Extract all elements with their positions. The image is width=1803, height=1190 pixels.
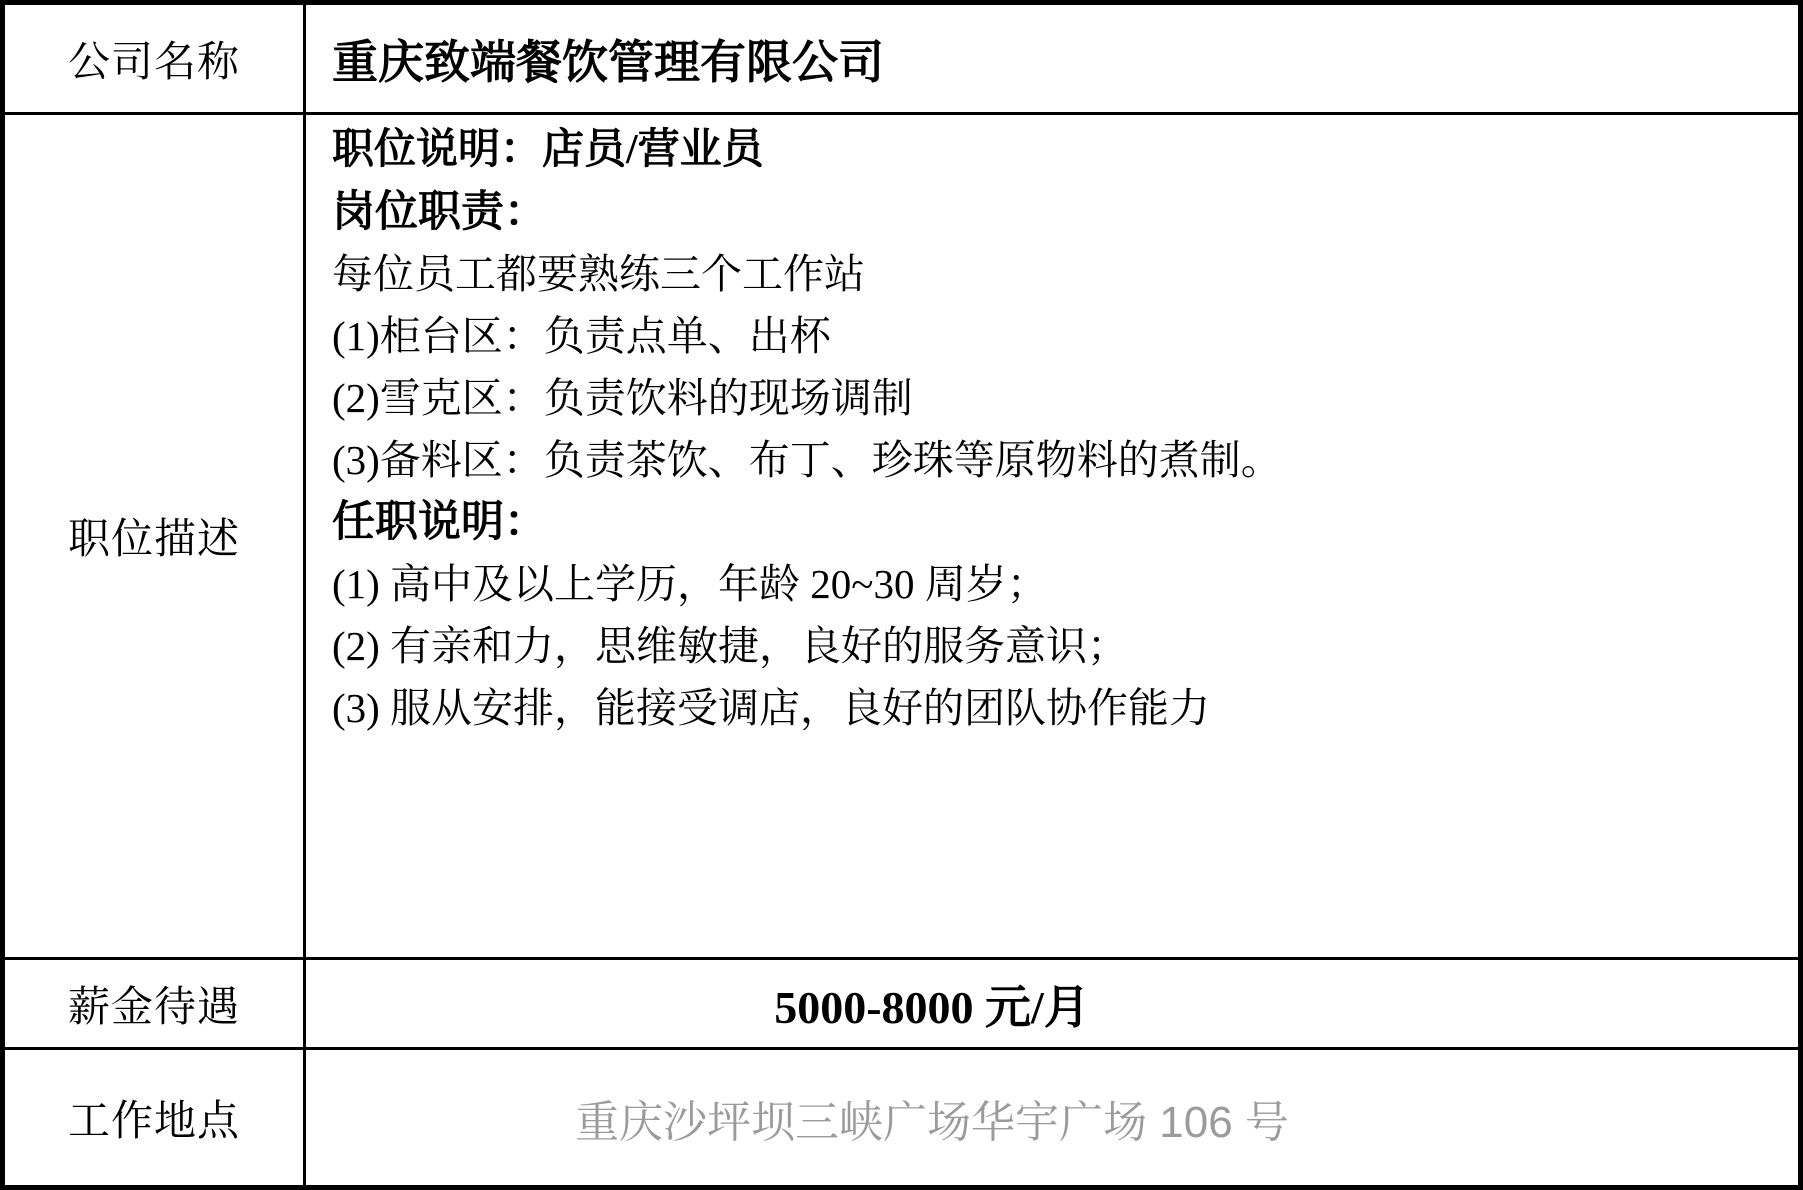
requirements-list [332, 553, 1758, 739]
job-description-label: 职位描述 [5, 115, 306, 960]
duty-item-1: (1)柜台区：负责点单、出杯 [332, 313, 831, 359]
salary-label: 薪金待遇 [5, 960, 306, 1050]
duty-item-2: (2)雪克区：负责饮料的现场调制 [332, 375, 913, 421]
salary-value: 5000-8000 元/月 [306, 960, 1798, 1050]
duties-paragraph [332, 243, 1758, 429]
job-description-content [306, 115, 1798, 960]
work-location-label: 工作地点 [5, 1050, 306, 1185]
requirement-item-3: (3) 服从安排，能接受调店，良好的团队协作能力 [332, 685, 1211, 731]
duty-item-3: (3)备料区：负责茶饮、布丁、珍珠等原物料的煮制。 [332, 437, 1282, 483]
requirement-item-2: (2) 有亲和力，思维敏捷，良好的服务意识； [332, 623, 1129, 669]
position-title-line: 职位说明：店员/营业员 [332, 127, 764, 173]
duties-intro-line: 每位员工都要熟练三个工作站 [332, 251, 865, 297]
company-name-label: 公司名称 [5, 5, 306, 115]
work-location-value: 重庆沙坪坝三峡广场华宇广场 106 号 [575, 1097, 1289, 1147]
requirements-heading: 任职说明： [332, 498, 547, 546]
requirement-item-1: (1) 高中及以上学历，年龄 20~30 周岁； [332, 561, 1048, 607]
company-name-value: 重庆致端餐饮管理有限公司 [306, 5, 1798, 115]
duties-heading: 岗位职责： [332, 188, 547, 236]
